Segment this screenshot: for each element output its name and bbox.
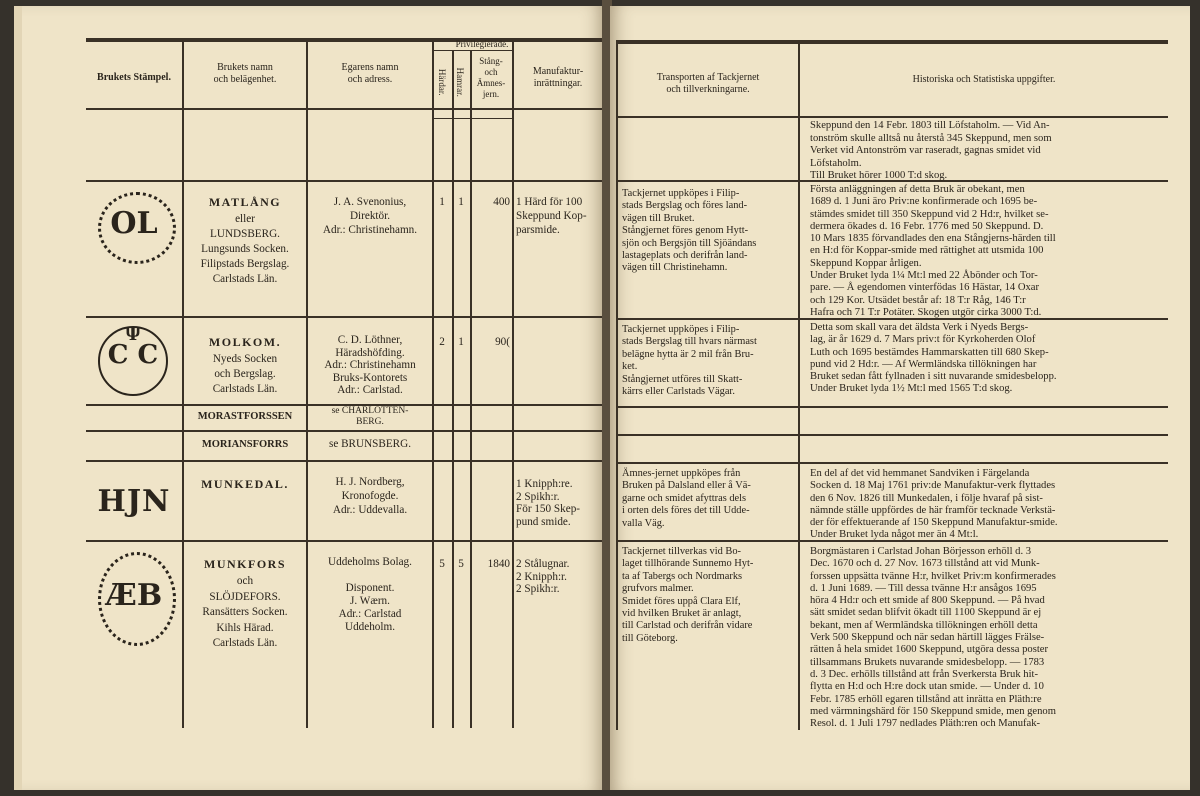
header-bottom-rule xyxy=(616,116,1168,118)
stamp-aeb: ÆB xyxy=(105,578,163,613)
name-rest: och SLÖJDEFORS. Ransätters Socken. Kihls Härad. Carlstads Län. xyxy=(202,575,288,649)
column-rule xyxy=(798,40,800,730)
row-rule xyxy=(616,434,1168,436)
manufaktur-value: 2 Stålugnar. 2 Knipph:r. 2 Spikh:r. xyxy=(516,558,570,595)
row-rule xyxy=(86,540,604,542)
name-title: MUNKEDAL. xyxy=(201,477,289,491)
name-title: MORASTFORSSEN xyxy=(197,411,293,422)
owner: H. J. Nordberg, Kronofogde. Adr.: Uddevalla. xyxy=(332,476,408,516)
name-title: MUNKFORS xyxy=(204,557,286,571)
owner: Uddeholms Bolag. Disponent. J. Wærn. Adr.: Carlstad Uddeholm. xyxy=(328,556,412,633)
hardar-value: 2 xyxy=(439,336,445,348)
right-page xyxy=(610,6,1190,790)
trident-icon: Ψ xyxy=(124,324,142,345)
header-namn: Brukets namn och belägenhet. xyxy=(213,62,277,86)
header-bottom-rule xyxy=(86,108,604,110)
transport-text: Tackjernet tillverkas vid Bo- laget tillhörande Sunnemo Hyt- ta af Tabergs och Nordmarks grufvors malmer. Smidet föres uppå Clara Elf, vid hvilken Bruket är anlagt, till Carlstad och derifrån vidare till Göteborg. xyxy=(622,546,754,644)
row-rule xyxy=(86,180,604,182)
hamrar-value: 1 xyxy=(458,196,464,208)
name-title: MOLKOM. xyxy=(208,335,282,349)
stamp-cc: C C xyxy=(107,340,159,370)
column-rule xyxy=(452,50,454,728)
hamrar-value: 5 xyxy=(458,558,464,570)
column-rule xyxy=(470,50,472,728)
owner: se BRUNSBERG. xyxy=(328,438,412,450)
header-privilegier: Privilegierade. xyxy=(455,39,509,49)
privilege-subrule xyxy=(432,118,512,119)
history-continuation: Skeppund den 14 Febr. 1803 till Löfstaholm. — Vid An- tonström skulle alltså nu återstå 345 Skeppund, men som Verket vid Antonström var raseradt, gagnas smidet vid Löfstaholm. Till Bruket hörer 1000 T:d skog. xyxy=(810,120,1052,182)
manufaktur-value: 1 Knipph:re. 2 Spikh:r. För 150 Skep- pund smide. xyxy=(516,478,581,528)
row-rule xyxy=(616,406,1168,408)
header-stang: Stång- och Ämnes- jern. xyxy=(476,56,506,99)
hardar-value: 1 xyxy=(439,196,445,208)
page-edge xyxy=(14,6,22,790)
left-page xyxy=(14,6,604,790)
column-rule xyxy=(432,38,434,728)
hamrar-value: 1 xyxy=(458,336,464,348)
history-text: Borgmästaren i Carlstad Johan Börjesson erhöll d. 3 Dec. 1670 och d. 27 Nov. 1673 tillstånd att vid Munk- forssen uppsätta tvänne H:r, hvilket Priv:m konfirmerades d. 1 Juni 1689. — Till dessa tvänne H:r ansågos 1695 höra 4 Hd:r och ett smide af 800 Skeppund. — På hvad sätt smidet sedan blifvit ökadt till 1100 Skeppund är ej bekant, men af Wermländska tillökningen erhöll detta Verk 500 Skeppund och när sedan härtill lägges Frälse- rätten å hela smidet 1600 Skeppund, utgöra dessa poster tillsammans Brukets nuvarande smidesbelopp. — 1783 d. 3 Dec. erhölls tillstånd att från Sverkersta Bruk hit- flytta en H:d och H:re dock utan smide. — Under d. 10 Febr. 1785 erhöll egaren tillstånd att inrätta en Pläth:re med värmningshärd för 150 Skeppund smide, men genom Resol. d. 1 Juli 1797 nedlades Pläth:ren och Manufak- xyxy=(810,546,1056,730)
header-stampel: Brukets Stämpel. xyxy=(97,72,171,83)
history-text: Detta som skall vara det äldsta Verk i Nyeds Bergs- lag, är år 1629 d. 7 Mars priv:t för Kyrkoherden Olof Luth och 1695 bestämdes Hammarskatten till 680 Skep- pund vid 2 Hd:r. — Af Wermländska tillökningen har Bruket sedan fått fyllnaden i sitt nuvarande smidesbelopp. Under Bruket lyda 1½ Mt:l med 1565 T:d skog. xyxy=(810,322,1057,395)
column-rule xyxy=(616,40,618,730)
header-historia: Historiska och Statistiska uppgifter. xyxy=(912,74,1056,85)
transport-text: Ämnes-jernet uppköpes från Bruken på Dalsland eller å Vä- garne och smidet afyttras dels i orten dels föres det till Udde- valla Väg. xyxy=(622,468,751,529)
name-title: MORIANSFORRS xyxy=(201,439,289,450)
stang-value: 400 xyxy=(493,196,510,208)
transport-text: Tackjernet uppköpes i Filip- stads Bergslag och föres land- vägen till Bruket. Stångjernet föres genom Hytt- sjön och Bergsjön till Sjöändans lastageplats och derifrån land- vägen till Christinehamn. xyxy=(622,188,757,274)
name-title: MATLÅNG xyxy=(208,195,282,209)
stamp-hjn: HJN xyxy=(97,484,171,519)
owner: J. A. Svenonius, Direktör. Adr.: Christinehamn. xyxy=(322,196,418,236)
owner: se CHARLOTTEN- BERG. xyxy=(331,406,409,427)
stamp-ol: OL xyxy=(110,206,158,241)
history-text: En del af det vid hemmanet Sandviken i Färgelanda Socken d. 18 Maj 1761 priv:de Manufaktur-verk flyttades den 6 Nov. 1826 till Munkedalen, i följe hvaraf på sist- nämnde ställe uppfördes de här framför tecknade Verkstä- der för effektuerande af 150 Skeppund Manufaktur-smide. Under Bruket lyda något mer än 4 Mt:l. xyxy=(810,468,1058,541)
history-text: Första anläggningen af detta Bruk är obekant, men 1689 d. 1 Juni äro Priv:ne konfirmerade och 1695 be- stämdes smidet till 350 Skeppund vid 2 Hd:r, hvilket se- dermera ökades d. 16 Febr. 1776 med 50 Skeppund. D. 10 Mars 1835 förvandlades den ena Stångjerns-härden till en H:d för Koppar-smide med rättighet att utsmida 100 Skeppund Koppar årligen. Under Bruket lyda 1¼ Mt:l med 22 Åbönder och Tor- pare. — Å egendomen vinterfödas 16 Hästar, 14 Oxar och 129 Kor. Utsädet består af: 18 T:r Råg, 146 T:r Hafra och 71 T:r Potäter. Skogen utgör cirka 3000 T:d. xyxy=(810,184,1056,318)
name-rest: Nyeds Socken och Bergslag. Carlstads Län. xyxy=(212,353,278,395)
header-egare: Egarens namn och adress. xyxy=(341,62,399,86)
row-rule xyxy=(86,316,604,318)
row-rule xyxy=(86,430,604,432)
stang-value: 1840 xyxy=(487,558,510,570)
book-spread xyxy=(14,0,1190,790)
stang-value: 90( xyxy=(495,336,510,348)
row-rule xyxy=(86,460,604,462)
manufaktur-value: 1 Härd för 100 Skeppund Kop- parsmide. xyxy=(516,196,587,236)
header-hardar: Härdar. xyxy=(437,68,448,96)
name-rest: eller LUNDSBERG. Lungsunds Socken. Filipstads Bergslag. Carlstads Län. xyxy=(200,213,290,285)
header-transport: Transporten af Tackjernet och tillverkningarne. xyxy=(656,72,760,96)
column-rule xyxy=(512,38,514,728)
header-manufaktur: Manufaktur- inrättningar. xyxy=(532,66,584,90)
header-hamrar: Hamrar. xyxy=(455,67,466,97)
owner: C. D. Löthner, Häradshöfding. Adr.: Christinehamn Bruks-Kontorets Adr.: Carlstad. xyxy=(324,334,416,396)
row-rule xyxy=(616,462,1168,464)
transport-text: Tackjernet uppköpes i Filip- stads Bergslag till hvars närmast belägne hytta är 2 mil från Bru- ket. Stångjernet utföres till Skatt- kärrs eller Carlstads Vägar. xyxy=(622,324,757,398)
top-rule xyxy=(616,40,1168,44)
hardar-value: 5 xyxy=(439,558,445,570)
